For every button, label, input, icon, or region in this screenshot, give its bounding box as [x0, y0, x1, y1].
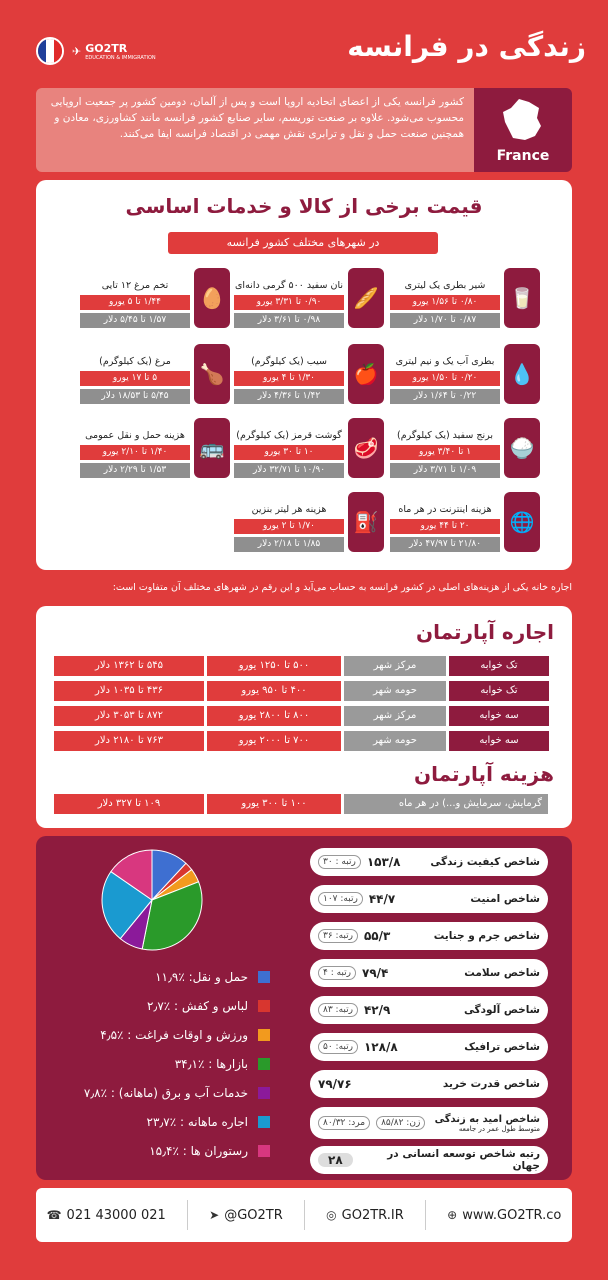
item-usd: ۵/۴۵ تا ۱۸/۵۳ دلار — [80, 389, 190, 404]
item-usd: ۰/۹۸ تا ۳/۶۱ دلار — [234, 313, 344, 328]
rent-eur: ۸۰۰ تا ۲۸۰۰ یورو — [207, 706, 341, 726]
legend-item — [60, 1136, 270, 1165]
footer-instagram[interactable] — [326, 1208, 404, 1223]
item-name: سیب (یک کیلوگرم) — [251, 356, 327, 367]
legend-swatch — [258, 1058, 270, 1070]
intro-text: کشور فرانسه یکی از اعضای اتحادیه اروپا است و پس از آلمان، دومین کشور پر جمعیت اروپایی محسوب می‌شود. علاوه بر صنعت توریسم، سایر صنایع کشور فرانسه مانند کشاورزی، معادن و همچنین صنعت حمل و نقل و ترابری نقش مهمی در اقتصاد فرانسه ایفا می‌کنند. — [36, 88, 474, 172]
item-usd: ۱/۸۵ تا ۲/۱۸ دلار — [234, 537, 344, 552]
price-info — [390, 492, 500, 562]
price-item — [390, 344, 540, 414]
rent-row — [54, 706, 554, 726]
divider — [304, 1200, 305, 1230]
item-usd: ۱/۴۲ تا ۴/۳۶ دلار — [234, 389, 344, 404]
price-info — [390, 344, 500, 414]
intro-box — [36, 88, 572, 172]
item-name: برنج سفید (یک کیلوگرم) — [397, 430, 493, 441]
item-eur: ۱/۳۰ تا ۴ یورو — [234, 371, 344, 386]
item-name: مرغ (یک کیلوگرم) — [99, 356, 171, 367]
legend-item — [60, 1107, 270, 1136]
index-value: ۱۲۸/۸ — [363, 1040, 398, 1054]
fuel-icon: ⛽ — [348, 492, 384, 552]
index-name: شاخص قدرت خرید — [442, 1078, 540, 1090]
index-row — [310, 959, 548, 987]
legend-item — [60, 962, 270, 991]
price-item — [234, 268, 384, 338]
index-rank: رتبه: ۵۰ — [318, 1040, 358, 1054]
index-rank: رتبه : ۳۰ — [318, 855, 361, 869]
internet-icon: 🌐 — [504, 492, 540, 552]
price-item — [234, 492, 384, 562]
index-rank: رتبه : ۴ — [318, 966, 356, 980]
instagram-handle: GO2TR.IR — [341, 1207, 404, 1223]
item-eur: ۱۰ تا ۳۰ یورو — [234, 445, 344, 460]
website-url: www.GO2TR.co — [462, 1207, 562, 1223]
legend-item — [60, 1020, 270, 1049]
index-row — [310, 1033, 548, 1061]
footer-telegram[interactable] — [209, 1208, 283, 1223]
price-item — [80, 268, 230, 338]
france-flag-icon — [36, 37, 64, 65]
hdi-name: رتبه شاخص توسعه انسانی در جهان — [387, 1148, 540, 1172]
rent-eur: ۵۰۰ تا ۱۲۵۰ یورو — [207, 656, 341, 676]
item-eur: ۰/۲۰ تا ۱/۵۰ یورو — [390, 371, 500, 386]
cost-usd: ۱۰۹ تا ۳۲۷ دلار — [54, 794, 204, 814]
index-rank: رتبه: ۳۶ — [318, 929, 358, 943]
footer-website[interactable] — [447, 1208, 561, 1223]
index-name: شاخص آلودگی — [463, 1004, 540, 1016]
life-women: زن: ۸۵/۸۲ — [376, 1116, 425, 1130]
apartment-cost-title: هزینه آپارتمان — [414, 762, 554, 786]
index-value: ۷۹/۷۶ — [318, 1077, 352, 1091]
phone-number: 021 43000 021 — [66, 1207, 166, 1223]
apartment-cost-row — [54, 794, 554, 814]
item-eur: ۰/۸۰ تا ۱/۵۶ یورو — [390, 295, 500, 310]
rent-row — [54, 731, 554, 751]
legend-label: خدمات آب و برق (ماهانه) : ٪۷٫۸ — [83, 1085, 248, 1100]
index-name: شاخص ترافیک — [464, 1041, 540, 1053]
item-usd: ۱/۵۳ تا ۲/۲۹ دلار — [80, 463, 190, 478]
legend-label: رستوران ها : ٪۱۵٫۴ — [149, 1143, 248, 1158]
globe-icon: ⊕ — [447, 1208, 458, 1222]
milk-icon: 🥛 — [504, 268, 540, 328]
rent-area: حومه شهر — [344, 681, 446, 701]
index-value: ۴۴/۷ — [368, 892, 396, 906]
water-bottle-icon: 💧 — [504, 344, 540, 404]
rent-area: مرکز شهر — [344, 706, 446, 726]
expense-pie-chart — [100, 848, 204, 952]
brand-name: GO2TR — [85, 41, 128, 55]
index-row — [310, 885, 548, 913]
item-name: هزینه اینترنت در هر ماه — [398, 504, 492, 515]
rent-type: سه خوابه — [449, 706, 549, 726]
index-name: شاخص جرم و جنایت — [433, 930, 540, 942]
price-info — [234, 418, 344, 488]
france-map-icon — [499, 96, 547, 144]
rent-row — [54, 681, 554, 701]
item-usd: ۰/۲۲ تا ۱/۶۴ دلار — [390, 389, 500, 404]
legend-item — [60, 991, 270, 1020]
rent-usd: ۸۷۲ تا ۳۰۵۳ دلار — [54, 706, 204, 726]
telegram-icon: ➤ — [209, 1208, 220, 1222]
index-name: شاخص امنیت — [470, 893, 540, 905]
item-eur: ۲۰ تا ۴۴ یورو — [390, 519, 500, 534]
legend-label: اجاره ماهانه : ٪۲۳٫۷ — [146, 1114, 248, 1129]
item-name: بطری آب یک و نیم لیتری — [395, 356, 495, 367]
legend-swatch — [258, 1087, 270, 1099]
meat-icon: 🥩 — [348, 418, 384, 478]
price-item — [390, 492, 540, 562]
life-sub: متوسط طول عمر در جامعه — [458, 1124, 540, 1133]
item-eur: ۱/۴۴ تا ۵ یورو — [80, 295, 190, 310]
item-usd: ۱/۰۹ تا ۳/۷۱ دلار — [390, 463, 500, 478]
item-name: هزینه هر لیتر بنزین — [251, 504, 327, 515]
index-value: ۵۵/۳ — [363, 929, 391, 943]
chicken-icon: 🍗 — [194, 344, 230, 404]
item-eur: ۱/۴۰ تا ۲/۱۰ یورو — [80, 445, 190, 460]
price-item — [234, 418, 384, 488]
legend-swatch — [258, 1000, 270, 1012]
divider — [425, 1200, 426, 1230]
price-info — [234, 492, 344, 562]
life-name: شاخص امید به زندگی — [434, 1113, 540, 1125]
footer — [36, 1188, 572, 1242]
legend-label: حمل و نقل: ٪۱۱٫۹ — [155, 969, 248, 984]
divider — [187, 1200, 188, 1230]
index-row — [310, 922, 548, 950]
item-usd: ۱۰/۹۰ تا ۳۲/۷۱ دلار — [234, 463, 344, 478]
rent-area: حومه شهر — [344, 731, 446, 751]
page-title: زندگی در فرانسه — [347, 30, 586, 63]
price-item — [390, 268, 540, 338]
price-info — [234, 344, 344, 414]
legend-label: لباس و کفش : ٪۲٫۷ — [146, 998, 248, 1013]
bread-icon: 🥖 — [348, 268, 384, 328]
cost-label: گرمایش، سرمایش و...) در هر ماه — [344, 794, 548, 814]
rent-usd: ۷۶۳ تا ۲۱۸۰ دلار — [54, 731, 204, 751]
legend-swatch — [258, 1145, 270, 1157]
pie-legend — [60, 962, 270, 1165]
brand-subtitle: EDUCATION & IMMIGRATION — [85, 54, 156, 61]
item-name: تخم مرغ ۱۲ تایی — [101, 280, 169, 291]
life-labels — [431, 1114, 540, 1133]
rent-usd: ۵۴۵ تا ۱۳۶۲ دلار — [54, 656, 204, 676]
index-row — [310, 848, 548, 876]
index-name: شاخص سلامت — [464, 967, 540, 979]
hdi-row — [310, 1146, 548, 1174]
item-usd: ۱/۵۷ تا ۵/۴۵ دلار — [80, 313, 190, 328]
plane-icon: ✈ — [72, 44, 82, 58]
rent-type: تک خوابه — [449, 681, 549, 701]
price-info — [234, 268, 344, 338]
rent-area: مرکز شهر — [344, 656, 446, 676]
rent-eur: ۷۰۰ تا ۲۰۰۰ یورو — [207, 731, 341, 751]
price-info — [80, 344, 190, 414]
footer-phone[interactable] — [47, 1208, 166, 1223]
price-info — [80, 268, 190, 338]
item-name: هزینه حمل و نقل عمومی — [85, 430, 185, 441]
item-name: شیر بطری یک لیتری — [404, 280, 486, 291]
legend-label: بازارها : ٪۳۴٫۱ — [174, 1056, 248, 1071]
price-item — [80, 418, 230, 488]
brand-logo — [72, 42, 156, 61]
prices-subtitle: در شهرهای مختلف کشور فرانسه — [168, 232, 438, 254]
legend-label: ورزش و اوقات فراغت : ٪۴٫۵ — [100, 1027, 248, 1042]
price-info — [390, 418, 500, 488]
rent-eur: ۴۰۰ تا ۹۵۰ یورو — [207, 681, 341, 701]
telegram-handle: @GO2TR — [224, 1207, 283, 1223]
bus-icon: 🚌 — [194, 418, 230, 478]
hdi-value: ۲۸ — [318, 1153, 353, 1167]
item-name: نان سفید ۵۰۰ گرمی دانه‌ای — [235, 280, 343, 291]
rent-title: اجاره آپارتمان — [416, 620, 554, 644]
rent-type: سه خوابه — [449, 731, 549, 751]
item-usd: ۰/۸۷ تا ۱/۷۰ دلار — [390, 313, 500, 328]
price-info — [390, 268, 500, 338]
item-eur: ۰/۹۰ تا ۳/۳۱ یورو — [234, 295, 344, 310]
item-usd: ۲۱/۸۰ تا ۴۷/۹۷ دلار — [390, 537, 500, 552]
legend-item — [60, 1078, 270, 1107]
price-item — [80, 344, 230, 414]
prices-title: قیمت برخی از کالا و خدمات اساسی — [125, 194, 483, 218]
life-men: مرد: ۸۰/۳۲ — [318, 1116, 370, 1130]
country-label: France — [496, 148, 550, 164]
legend-swatch — [258, 971, 270, 983]
rent-row — [54, 656, 554, 676]
price-info — [80, 418, 190, 488]
rent-usd: ۴۳۶ تا ۱۰۳۵ دلار — [54, 681, 204, 701]
index-value: ۴۲/۹ — [363, 1003, 391, 1017]
index-name: شاخص کیفیت زندگی — [430, 856, 540, 868]
item-eur: ۱/۷۰ تا ۲ یورو — [234, 519, 344, 534]
rent-note: اجاره خانه یکی از هزینه‌های اصلی در کشور فرانسه به حساب می‌آید و این رقم در شهرهای مختلف آن متفاوت است: — [112, 582, 572, 593]
life-expectancy-row — [310, 1107, 548, 1139]
price-item — [390, 418, 540, 488]
legend-item — [60, 1049, 270, 1078]
index-rank: رتبه: ۸۳ — [318, 1003, 358, 1017]
rent-type: تک خوابه — [449, 656, 549, 676]
phone-icon: ☎ — [46, 1208, 62, 1222]
index-row — [310, 996, 548, 1024]
index-row — [310, 1070, 548, 1098]
item-eur: ۵ تا ۱۷ یورو — [80, 371, 190, 386]
index-value: ۷۹/۴ — [362, 966, 389, 980]
price-item — [234, 344, 384, 414]
instagram-icon: ◎ — [326, 1208, 337, 1222]
item-name: گوشت قرمز (یک کیلوگرم) — [236, 430, 342, 441]
legend-swatch — [258, 1116, 270, 1128]
legend-swatch — [258, 1029, 270, 1041]
apple-icon: 🍎 — [348, 344, 384, 404]
cost-eur: ۱۰۰ تا ۳۰۰ یورو — [207, 794, 341, 814]
index-rank: رتبه: ۱۰۷ — [318, 892, 363, 906]
index-value: ۱۵۳/۸ — [366, 855, 401, 869]
rice-icon: 🍚 — [504, 418, 540, 478]
eggs-icon: 🥚 — [194, 268, 230, 328]
brand-area — [36, 36, 156, 66]
intro-map — [474, 88, 572, 172]
item-eur: ۱ تا ۳/۴۰ یورو — [390, 445, 500, 460]
